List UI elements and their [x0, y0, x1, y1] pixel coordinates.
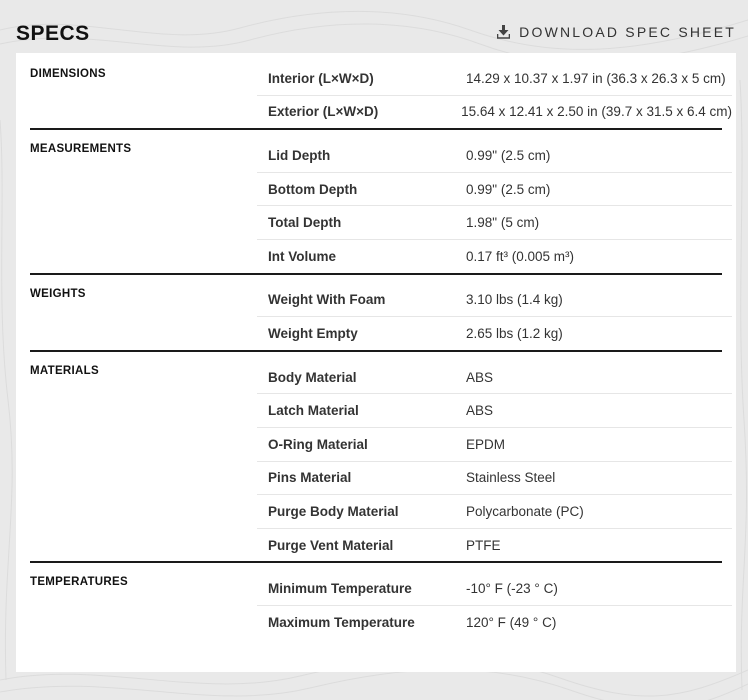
spec-label: Total Depth — [268, 215, 342, 231]
spec-rows — [257, 284, 732, 350]
spec-value: 15.64 x 12.41 x 2.50 in (39.7 x 31.5 x 6.4 cm) — [461, 104, 732, 120]
spec-row — [257, 361, 732, 394]
spec-label: Exterior (L×W×D) — [268, 104, 379, 120]
spec-value: 1.98" (5 cm) — [466, 215, 540, 231]
spec-value: EPDM — [466, 436, 506, 452]
spec-rows — [257, 572, 732, 638]
spec-label: Body Material — [268, 369, 357, 385]
specs-card — [16, 53, 736, 672]
download-icon — [497, 25, 510, 39]
spec-row — [257, 528, 732, 562]
spec-value: Polycarbonate (PC) — [466, 503, 584, 519]
spec-value: -10° F (-23 ° C) — [466, 581, 558, 597]
section-weights — [30, 273, 722, 350]
spec-row — [257, 62, 732, 95]
section-materials — [30, 350, 722, 562]
spec-row — [257, 205, 732, 239]
spec-value: 0.99" (2.5 cm) — [466, 147, 551, 163]
spec-rows — [257, 139, 732, 272]
spec-value: 3.10 lbs (1.4 kg) — [466, 292, 563, 308]
spec-row — [257, 139, 732, 172]
spec-value: ABS — [466, 369, 494, 385]
download-spec-sheet-label: DOWNLOAD SPEC SHEET — [519, 24, 736, 40]
spec-row — [257, 393, 732, 427]
spec-row — [257, 239, 732, 273]
spec-label: Weight Empty — [268, 325, 358, 341]
spec-row — [257, 572, 732, 605]
spec-value: PTFE — [466, 537, 501, 553]
spec-rows — [257, 62, 732, 128]
spec-row — [257, 316, 732, 350]
section-label: DIMENSIONS — [30, 68, 106, 80]
spec-value: Stainless Steel — [466, 470, 556, 486]
spec-value: 14.29 x 10.37 x 1.97 in (36.3 x 26.3 x 5 cm) — [466, 70, 726, 86]
spec-rows — [257, 361, 732, 562]
section-temperatures — [30, 561, 722, 642]
spec-label: Weight With Foam — [268, 292, 386, 308]
spec-row — [257, 172, 732, 206]
download-spec-sheet-button[interactable] — [497, 22, 736, 42]
spec-label: Minimum Temperature — [268, 581, 412, 597]
spec-label: Purge Body Material — [268, 503, 399, 519]
section-label: TEMPERATURES — [30, 576, 128, 589]
spec-row — [257, 284, 732, 317]
spec-value: 0.17 ft³ (0.005 m³) — [466, 248, 575, 264]
spec-value: 2.65 lbs (1.2 kg) — [466, 325, 563, 341]
section-label: MEASUREMENTS — [30, 143, 132, 156]
spec-label: Pins Material — [268, 470, 352, 486]
spec-label: Purge Vent Material — [268, 537, 394, 553]
spec-label: Latch Material — [268, 403, 359, 419]
spec-row — [257, 605, 732, 639]
spec-value: 120° F (49 ° C) — [466, 614, 557, 630]
spec-row — [257, 461, 732, 495]
spec-row — [257, 427, 732, 461]
section-label: MATERIALS — [30, 364, 99, 377]
spec-label: Lid Depth — [268, 147, 331, 163]
spec-value: ABS — [466, 403, 494, 419]
spec-row — [257, 95, 732, 129]
section-dimensions — [30, 53, 732, 128]
spec-label: O-Ring Material — [268, 436, 368, 452]
spec-label: Int Volume — [268, 248, 337, 264]
specs-header — [0, 0, 748, 52]
spec-row — [257, 494, 732, 528]
spec-label: Bottom Depth — [268, 181, 358, 197]
spec-label: Interior (L×W×D) — [268, 70, 374, 86]
spec-label: Maximum Temperature — [268, 614, 415, 630]
page-title: SPECS — [16, 22, 90, 45]
section-label: WEIGHTS — [30, 287, 86, 300]
section-measurements — [30, 128, 722, 272]
spec-value: 0.99" (2.5 cm) — [466, 181, 551, 197]
